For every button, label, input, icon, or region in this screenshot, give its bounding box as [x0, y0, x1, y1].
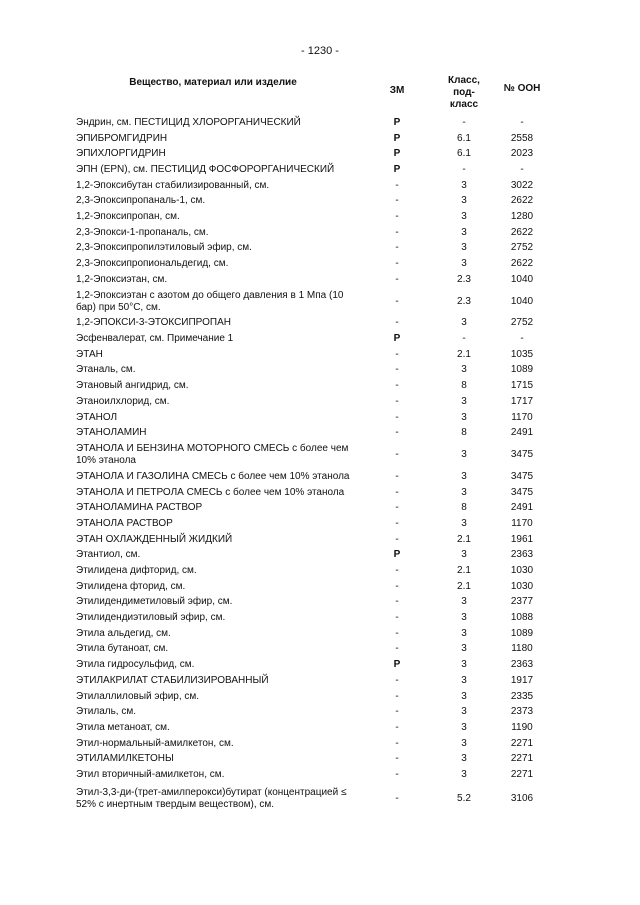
table-row — [76, 394, 560, 410]
un-number: 2752 — [510, 317, 534, 329]
substance-name: Этилидена дифторид, см. — [76, 565, 197, 577]
table-row — [76, 331, 560, 347]
class-value: 3 — [461, 411, 467, 423]
class-value: 3 — [461, 737, 467, 749]
un-number: 1170 — [511, 517, 533, 529]
table-row — [76, 178, 560, 194]
zm-value: - — [395, 348, 399, 360]
substance-name: Эндрин, см. ПЕСТИЦИД ХЛОРОРГАНИЧЕСКИЙ — [76, 116, 301, 128]
substance-name: 2,3-Эпоксипропаналь-1, см. — [76, 195, 206, 207]
table-row — [76, 363, 560, 379]
table-row — [76, 516, 560, 532]
substance-name: Этила альдегид, см. — [76, 627, 171, 639]
zm-value: - — [395, 380, 399, 392]
page-number: - 1230 - — [301, 45, 339, 57]
header-class: Класс, под-класс — [448, 75, 480, 110]
substance-name: Этила гидросульфид, см. — [76, 659, 195, 671]
zm-value: Р — [393, 659, 401, 671]
substance-name: ЭПИХЛОРГИДРИН — [76, 148, 166, 160]
table-row — [76, 657, 560, 673]
substance-name: ЭПН (EPN), см. ПЕСТИЦИД ФОСФОРОРГАНИЧЕСКИЙ — [76, 163, 335, 175]
table-row — [76, 347, 560, 363]
un-number: 1961 — [510, 533, 534, 545]
un-number: - — [520, 163, 524, 175]
substance-name: Этил вторичный-амилкетон, см. — [76, 768, 225, 780]
table-row — [76, 410, 560, 426]
table-row — [76, 642, 560, 658]
table-row — [76, 288, 560, 316]
substance-name: 1,2-ЭПОКСИ-3-ЭТОКСИПРОПАН — [76, 317, 231, 329]
substance-name: Этилаллиловый эфир, см. — [76, 690, 200, 702]
table-row — [76, 316, 560, 332]
substance-name: 1,2-Эпоксиэтан, см. — [76, 273, 168, 285]
zm-value: - — [395, 768, 399, 780]
un-number: 2271 — [510, 737, 534, 749]
zm-value: - — [395, 179, 399, 191]
un-number: 2491 — [510, 502, 534, 514]
un-number: 2377 — [510, 596, 534, 608]
zm-value: - — [395, 258, 399, 270]
table-row — [76, 610, 560, 626]
un-number: 2271 — [510, 768, 534, 780]
zm-value: - — [395, 721, 399, 733]
table-row — [76, 209, 560, 225]
class-value: 2.3 — [457, 295, 471, 307]
class-value: 2.1 — [457, 348, 471, 360]
class-value: 3 — [461, 690, 467, 702]
class-value: 2.1 — [457, 580, 471, 592]
substance-name: Этилаль, см. — [76, 706, 137, 718]
substance-name: ЭТИЛАКРИЛАТ СТАБИЛИЗИРОВАННЫЙ — [76, 674, 269, 686]
un-number: 1717 — [510, 395, 534, 407]
zm-value: - — [395, 395, 399, 407]
table-row — [76, 783, 560, 815]
table-header-row — [76, 75, 560, 111]
table-row — [76, 115, 560, 131]
zm-value: - — [395, 210, 399, 222]
substance-name: 2,3-Эпоксипропиональдегид, см. — [76, 258, 229, 270]
un-number: 1280 — [510, 210, 534, 222]
un-number: - — [520, 116, 524, 128]
table-row — [76, 736, 560, 752]
un-number: 2622 — [510, 195, 534, 207]
zm-value: - — [395, 627, 399, 639]
substance-name: Этила бутаноат, см. — [76, 643, 169, 655]
table-row — [76, 563, 560, 579]
zm-value: Р — [393, 132, 401, 144]
substance-name: ЭТАНОЛА РАСТВОР — [76, 517, 173, 529]
class-value: 8 — [461, 427, 467, 439]
un-number: 1030 — [510, 565, 534, 577]
substance-name: ЭТАНОЛА И ПЕТРОЛА СМЕСЬ с более чем 10% этанола — [76, 486, 345, 498]
class-value: 3 — [461, 627, 467, 639]
table-row — [76, 225, 560, 241]
substance-name: 1,2-Эпоксибутан стабилизированный, см. — [76, 179, 270, 191]
class-value: 3 — [461, 549, 467, 561]
zm-value: - — [395, 295, 399, 307]
table-row — [76, 500, 560, 516]
class-value: 6.1 — [457, 132, 471, 144]
table-row — [76, 626, 560, 642]
un-number: 3475 — [510, 470, 534, 482]
un-number: 1190 — [511, 721, 533, 733]
zm-value: - — [395, 643, 399, 655]
class-value: 3 — [461, 210, 467, 222]
zm-value: - — [395, 612, 399, 624]
table-row — [76, 256, 560, 272]
un-number: 3475 — [510, 486, 534, 498]
un-number: 1030 — [510, 580, 534, 592]
substance-name: ЭТАНОЛА И ГАЗОЛИНА СМЕСЬ с более чем 10% этанола — [76, 470, 350, 482]
un-number: - — [520, 333, 524, 345]
zm-value: - — [395, 486, 399, 498]
class-value: 3 — [461, 195, 467, 207]
substance-name: Этилидена фторид, см. — [76, 580, 186, 592]
dangerous-goods-table — [76, 75, 560, 815]
un-number: 1917 — [510, 674, 534, 686]
class-value: 3 — [461, 449, 467, 461]
substance-name: Этилидендиэтиловый эфир, см. — [76, 612, 226, 624]
header-substance: Вещество, материал или изделие — [129, 77, 297, 88]
class-value: 5.2 — [457, 792, 471, 804]
substance-name: ЭТАН ОХЛАЖДЕННЫЙ ЖИДКИЙ — [76, 533, 233, 545]
class-value: 3 — [461, 674, 467, 686]
class-value: 8 — [461, 380, 467, 392]
zm-value: - — [395, 273, 399, 285]
un-number: 3475 — [510, 449, 534, 461]
class-value: 8 — [461, 502, 467, 514]
class-value: 3 — [461, 596, 467, 608]
class-value: 3 — [461, 721, 467, 733]
un-number: 2271 — [510, 753, 534, 765]
class-value: - — [462, 333, 466, 345]
un-number: 1089 — [510, 627, 534, 639]
table-row — [76, 146, 560, 162]
substance-name: 2,3-Эпокси-1-пропаналь, см. — [76, 226, 209, 238]
zm-value: Р — [393, 549, 401, 561]
substance-name: ЭТАНОЛА И БЕНЗИНА МОТОРНОГО СМЕСЬ с более чем 10% этанола — [76, 443, 349, 467]
table-row — [76, 131, 560, 147]
zm-value: Р — [393, 148, 401, 160]
substance-name: ЭТАНОЛАМИНА РАСТВОР — [76, 502, 203, 514]
class-value: 3 — [461, 612, 467, 624]
class-value: 3 — [461, 517, 467, 529]
table-row — [76, 241, 560, 257]
zm-value: - — [395, 753, 399, 765]
un-number: 2335 — [510, 690, 534, 702]
class-value: 3 — [461, 643, 467, 655]
substance-name: ЭПИБРОМГИДРИН — [76, 132, 168, 144]
un-number: 3022 — [510, 179, 534, 191]
header-zm: ЗМ — [389, 85, 405, 96]
zm-value: - — [395, 317, 399, 329]
un-number: 3106 — [510, 792, 534, 804]
substance-name: ЭТАН — [76, 348, 103, 360]
zm-value: - — [395, 427, 399, 439]
table-row — [76, 704, 560, 720]
substance-name: 1,2-Эпоксипропан, см. — [76, 210, 180, 222]
un-number: 1035 — [510, 348, 534, 360]
un-number: 2023 — [510, 148, 534, 160]
class-value: 2.1 — [457, 565, 471, 577]
un-number: 2491 — [510, 427, 534, 439]
un-number: 1088 — [510, 612, 534, 624]
zm-value: - — [395, 242, 399, 254]
class-value: 3 — [461, 768, 467, 780]
class-value: 2.1 — [457, 533, 471, 545]
zm-value: - — [395, 737, 399, 749]
table-row — [76, 272, 560, 288]
class-value: - — [462, 163, 466, 175]
substance-name: ЭТИЛАМИЛКЕТОНЫ — [76, 753, 174, 765]
zm-value: - — [395, 226, 399, 238]
substance-name: Этил-нормальный-амилкетон, см. — [76, 737, 234, 749]
table-row — [76, 767, 560, 783]
substance-name: Этановый ангидрид, см. — [76, 380, 189, 392]
class-value: 3 — [461, 395, 467, 407]
table-row — [76, 162, 560, 178]
table-row — [76, 193, 560, 209]
zm-value: - — [395, 533, 399, 545]
zm-value: - — [395, 690, 399, 702]
un-number: 2622 — [510, 226, 534, 238]
substance-name: Этаноилхлорид, см. — [76, 395, 170, 407]
zm-value: - — [395, 792, 399, 804]
table-row — [76, 548, 560, 564]
class-value: 3 — [461, 364, 467, 376]
table-row — [76, 579, 560, 595]
class-value: 3 — [461, 659, 467, 671]
class-value: 3 — [461, 486, 467, 498]
un-number: 1089 — [510, 364, 534, 376]
substance-name: Этилидендиметиловый эфир, см. — [76, 596, 233, 608]
un-number: 1040 — [510, 273, 534, 285]
un-number: 1170 — [511, 411, 533, 423]
un-number: 2373 — [510, 706, 534, 718]
zm-value: - — [395, 364, 399, 376]
un-number: 1040 — [510, 295, 534, 307]
substance-name: ЭТАНОЛАМИН — [76, 427, 147, 439]
table-row — [76, 751, 560, 767]
substance-name: Эсфенвалерат, см. Примечание 1 — [76, 333, 234, 345]
un-number: 2622 — [510, 258, 534, 270]
un-number: 2558 — [510, 132, 534, 144]
zm-value: - — [395, 580, 399, 592]
substance-name: Этила метаноат, см. — [76, 721, 170, 733]
zm-value: - — [395, 565, 399, 577]
zm-value: - — [395, 470, 399, 482]
class-value: 3 — [461, 706, 467, 718]
un-number: 1715 — [510, 380, 534, 392]
table-row — [76, 720, 560, 736]
table-row — [76, 378, 560, 394]
class-value: 3 — [461, 226, 467, 238]
class-value: 3 — [461, 242, 467, 254]
un-number: 1180 — [511, 643, 533, 655]
class-value: 3 — [461, 753, 467, 765]
table-row — [76, 469, 560, 485]
table-row — [76, 532, 560, 548]
table-row — [76, 425, 560, 441]
zm-value: Р — [393, 333, 401, 345]
substance-name: ЭТАНОЛ — [76, 411, 118, 423]
zm-value: - — [395, 449, 399, 461]
substance-name: Этаналь, см. — [76, 364, 136, 376]
zm-value: Р — [393, 163, 401, 175]
table-row — [76, 673, 560, 689]
substance-name: Этил-3,3-ди-(трет-амилперокси)бутират (концентрацией ≤ 52% с инертным твердым веществом), см. — [76, 786, 347, 810]
table-row — [76, 441, 560, 469]
class-value: 6.1 — [457, 148, 471, 160]
zm-value: - — [395, 411, 399, 423]
class-value: 3 — [461, 179, 467, 191]
zm-value: - — [395, 596, 399, 608]
table-body — [76, 115, 560, 815]
zm-value: Р — [393, 116, 401, 128]
un-number: 2363 — [510, 659, 534, 671]
substance-name: 1,2-Эпоксиэтан с азотом до общего давления в 1 Мпа (10 бар) при 50°С, см. — [76, 289, 344, 313]
un-number: 2752 — [510, 242, 534, 254]
class-value: 3 — [461, 258, 467, 270]
zm-value: - — [395, 517, 399, 529]
class-value: 3 — [461, 470, 467, 482]
class-value: 2.3 — [457, 273, 471, 285]
zm-value: - — [395, 502, 399, 514]
header-un-number: № ООН — [503, 83, 541, 94]
table-row — [76, 485, 560, 501]
zm-value: - — [395, 674, 399, 686]
substance-name: 2,3-Эпоксипропилэтиловый эфир, см. — [76, 242, 252, 254]
zm-value: - — [395, 195, 399, 207]
substance-name: Этантиол, см. — [76, 549, 141, 561]
class-value: 3 — [461, 317, 467, 329]
class-value: - — [462, 116, 466, 128]
zm-value: - — [395, 706, 399, 718]
un-number: 2363 — [510, 549, 534, 561]
table-row — [76, 595, 560, 611]
table-row — [76, 689, 560, 705]
